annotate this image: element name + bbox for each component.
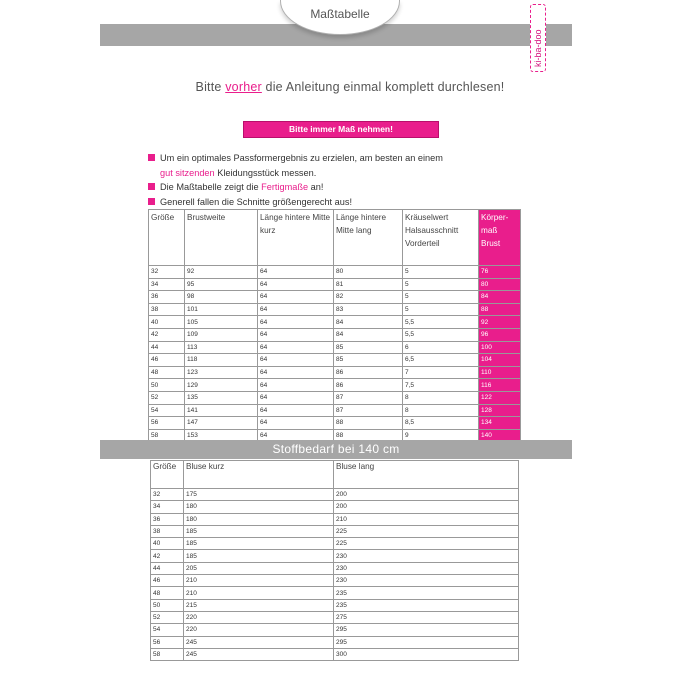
table-cell: 86 — [334, 366, 403, 379]
bullet-square-icon — [148, 183, 155, 190]
table-cell: 76 — [479, 266, 521, 279]
page-title-tab: Maßtabelle — [280, 0, 400, 35]
table-cell: 116 — [479, 379, 521, 392]
table-cell: 80 — [334, 266, 403, 279]
headline-after: die Anleitung einmal komplett durchlesen! — [261, 80, 505, 94]
table-row — [149, 391, 521, 404]
table-cell: 134 — [479, 417, 521, 430]
table-cell: 8,5 — [403, 417, 479, 430]
table-cell: 64 — [258, 266, 334, 279]
instruction-headline — [100, 80, 600, 94]
bullet-text: an! — [308, 182, 324, 192]
bullet-text: Die Maßtabelle zeigt die — [160, 182, 262, 192]
blouse-long-header: Bluse lang — [334, 461, 519, 489]
table-cell: 50 — [151, 599, 184, 611]
table-row — [149, 266, 521, 279]
size-table — [148, 209, 521, 442]
table-cell: 5 — [403, 266, 479, 279]
table-row — [151, 599, 519, 611]
table-cell: 200 — [334, 489, 519, 501]
table-cell: 180 — [184, 513, 334, 525]
table-cell: 44 — [151, 562, 184, 574]
table-row — [151, 550, 519, 562]
table-row — [151, 648, 519, 660]
brand-logo-text: ki-ba-doo — [533, 29, 543, 67]
table-cell: 215 — [184, 599, 334, 611]
table-cell: 40 — [151, 538, 184, 550]
table-cell: 42 — [149, 328, 185, 341]
body-chest-header: Körper-maß Brust — [479, 210, 521, 266]
bullet-text: Um ein optimales Passformergebnis zu erzielen, am besten an einem — [160, 153, 443, 163]
table-cell: 118 — [185, 354, 258, 367]
table-cell: 129 — [185, 379, 258, 392]
table-cell: 58 — [149, 429, 185, 442]
table-cell: 92 — [185, 266, 258, 279]
table-row — [151, 562, 519, 574]
table-cell: 122 — [479, 391, 521, 404]
table-cell: 5 — [403, 278, 479, 291]
table-cell: 96 — [479, 328, 521, 341]
table-cell: 87 — [334, 391, 403, 404]
table-cell: 153 — [185, 429, 258, 442]
table-cell: 87 — [334, 404, 403, 417]
table-cell: 80 — [479, 278, 521, 291]
table-cell: 64 — [258, 328, 334, 341]
table-cell: 83 — [334, 303, 403, 316]
table-cell: 34 — [151, 501, 184, 513]
bullet-highlight: gut sitzenden — [160, 167, 215, 178]
table-cell: 64 — [258, 278, 334, 291]
fabric-table — [150, 460, 519, 661]
table-cell: 104 — [479, 354, 521, 367]
table-cell: 175 — [184, 489, 334, 501]
size-header: Größe — [151, 461, 184, 489]
size-header: Größe — [149, 210, 185, 266]
table-cell: 81 — [334, 278, 403, 291]
table-cell: 34 — [149, 278, 185, 291]
table-row — [149, 291, 521, 304]
table-cell: 5 — [403, 303, 479, 316]
table-header-row — [149, 210, 521, 266]
table-cell: 84 — [479, 291, 521, 304]
length-long-header: Länge hintere Mitte lang — [334, 210, 403, 266]
table-cell: 64 — [258, 429, 334, 442]
table-row — [151, 636, 519, 648]
blouse-short-header: Bluse kurz — [184, 461, 334, 489]
bullet-item — [148, 195, 568, 210]
table-cell: 180 — [184, 501, 334, 513]
table-cell: 210 — [334, 513, 519, 525]
table-cell: 64 — [258, 341, 334, 354]
table-cell: 32 — [151, 489, 184, 501]
table-cell: 64 — [258, 354, 334, 367]
table-cell: 7,5 — [403, 379, 479, 392]
table-cell: 300 — [334, 648, 519, 660]
fabric-section-title: Stoffbedarf bei 140 cm — [100, 440, 572, 459]
table-row — [151, 525, 519, 537]
table-cell: 147 — [185, 417, 258, 430]
table-cell: 128 — [479, 404, 521, 417]
table-cell: 85 — [334, 341, 403, 354]
bullet-list — [148, 151, 568, 209]
table-cell: 36 — [149, 291, 185, 304]
bullet-item — [148, 180, 568, 195]
table-cell: 42 — [151, 550, 184, 562]
table-cell: 32 — [149, 266, 185, 279]
table-cell: 123 — [185, 366, 258, 379]
table-cell: 52 — [149, 391, 185, 404]
table-cell: 38 — [151, 525, 184, 537]
table-cell: 38 — [149, 303, 185, 316]
table-cell: 9 — [403, 429, 479, 442]
bullet-highlight: Fertigmaße — [261, 182, 309, 192]
table-cell: 225 — [334, 525, 519, 537]
table-cell: 6 — [403, 341, 479, 354]
table-cell: 46 — [151, 575, 184, 587]
table-row — [151, 587, 519, 599]
table-cell: 230 — [334, 550, 519, 562]
table-cell: 230 — [334, 575, 519, 587]
table-row — [149, 303, 521, 316]
measure-banner: Bitte immer Maß nehmen! — [243, 121, 439, 138]
table-cell: 5 — [403, 291, 479, 304]
bullet-square-icon — [148, 198, 155, 205]
table-cell: 40 — [149, 316, 185, 329]
table-cell: 88 — [334, 429, 403, 442]
table-cell: 135 — [185, 391, 258, 404]
table-cell: 56 — [151, 636, 184, 648]
table-cell: 110 — [479, 366, 521, 379]
table-row — [149, 404, 521, 417]
table-cell: 8 — [403, 404, 479, 417]
table-cell: 52 — [151, 611, 184, 623]
table-row — [149, 366, 521, 379]
table-cell: 54 — [149, 404, 185, 417]
table-cell: 235 — [334, 599, 519, 611]
table-cell: 44 — [149, 341, 185, 354]
table-cell: 6,5 — [403, 354, 479, 367]
table-cell: 64 — [258, 379, 334, 392]
table-row — [149, 328, 521, 341]
table-cell: 82 — [334, 291, 403, 304]
table-cell: 101 — [185, 303, 258, 316]
table-row — [149, 278, 521, 291]
table-row — [149, 341, 521, 354]
table-row — [149, 417, 521, 430]
table-cell: 54 — [151, 624, 184, 636]
length-short-header: Länge hintere Mitte kurz — [258, 210, 334, 266]
table-cell: 86 — [334, 379, 403, 392]
table-row — [151, 489, 519, 501]
table-cell: 64 — [258, 316, 334, 329]
table-cell: 5,5 — [403, 328, 479, 341]
table-cell: 140 — [479, 429, 521, 442]
brand-logo — [530, 4, 546, 72]
table-cell: 220 — [184, 624, 334, 636]
table-cell: 245 — [184, 636, 334, 648]
table-cell: 100 — [479, 341, 521, 354]
table-row — [149, 379, 521, 392]
table-cell: 98 — [185, 291, 258, 304]
table-cell: 36 — [151, 513, 184, 525]
table-cell: 210 — [184, 575, 334, 587]
table-cell: 92 — [479, 316, 521, 329]
table-cell: 48 — [149, 366, 185, 379]
table-cell: 109 — [185, 328, 258, 341]
table-cell: 295 — [334, 624, 519, 636]
table-cell: 88 — [334, 417, 403, 430]
table-cell: 275 — [334, 611, 519, 623]
table-cell: 64 — [258, 303, 334, 316]
chest-width-header: Brustweite — [185, 210, 258, 266]
table-row — [149, 316, 521, 329]
table-cell: 46 — [149, 354, 185, 367]
table-row — [151, 624, 519, 636]
bullet-text: Kleidungsstück messen. — [214, 167, 317, 178]
table-cell: 64 — [258, 404, 334, 417]
table-cell: 113 — [185, 341, 258, 354]
table-cell: 235 — [334, 587, 519, 599]
table-header-row — [151, 461, 519, 489]
table-row — [151, 611, 519, 623]
table-cell: 230 — [334, 562, 519, 574]
table-cell: 185 — [184, 525, 334, 537]
table-cell: 85 — [334, 354, 403, 367]
table-cell: 105 — [185, 316, 258, 329]
table-cell: 245 — [184, 648, 334, 660]
table-cell: 64 — [258, 391, 334, 404]
table-cell: 64 — [258, 417, 334, 430]
table-cell: 56 — [149, 417, 185, 430]
bullet-item — [148, 151, 568, 180]
table-cell: 205 — [184, 562, 334, 574]
table-cell: 185 — [184, 538, 334, 550]
table-cell: 225 — [334, 538, 519, 550]
table-cell: 64 — [258, 291, 334, 304]
table-cell: 8 — [403, 391, 479, 404]
headline-highlight: vorher — [225, 80, 262, 94]
table-cell: 84 — [334, 316, 403, 329]
table-cell: 141 — [185, 404, 258, 417]
gather-value-header: Kräuselwert Halsausschnitt Vorderteil — [403, 210, 479, 266]
table-cell: 5,5 — [403, 316, 479, 329]
headline-before: Bitte — [195, 80, 226, 94]
bullet-text: Generell fallen die Schnitte größengerecht aus! — [160, 196, 353, 207]
table-row — [151, 501, 519, 513]
table-cell: 95 — [185, 278, 258, 291]
table-cell: 48 — [151, 587, 184, 599]
table-row — [151, 513, 519, 525]
table-cell: 200 — [334, 501, 519, 513]
table-cell: 185 — [184, 550, 334, 562]
table-cell: 50 — [149, 379, 185, 392]
table-cell: 7 — [403, 366, 479, 379]
table-row — [151, 538, 519, 550]
table-cell: 210 — [184, 587, 334, 599]
table-cell: 84 — [334, 328, 403, 341]
table-cell: 220 — [184, 611, 334, 623]
table-cell: 295 — [334, 636, 519, 648]
table-row — [149, 354, 521, 367]
table-cell: 64 — [258, 366, 334, 379]
table-row — [151, 575, 519, 587]
table-cell: 88 — [479, 303, 521, 316]
table-cell: 58 — [151, 648, 184, 660]
bullet-square-icon — [148, 154, 155, 161]
